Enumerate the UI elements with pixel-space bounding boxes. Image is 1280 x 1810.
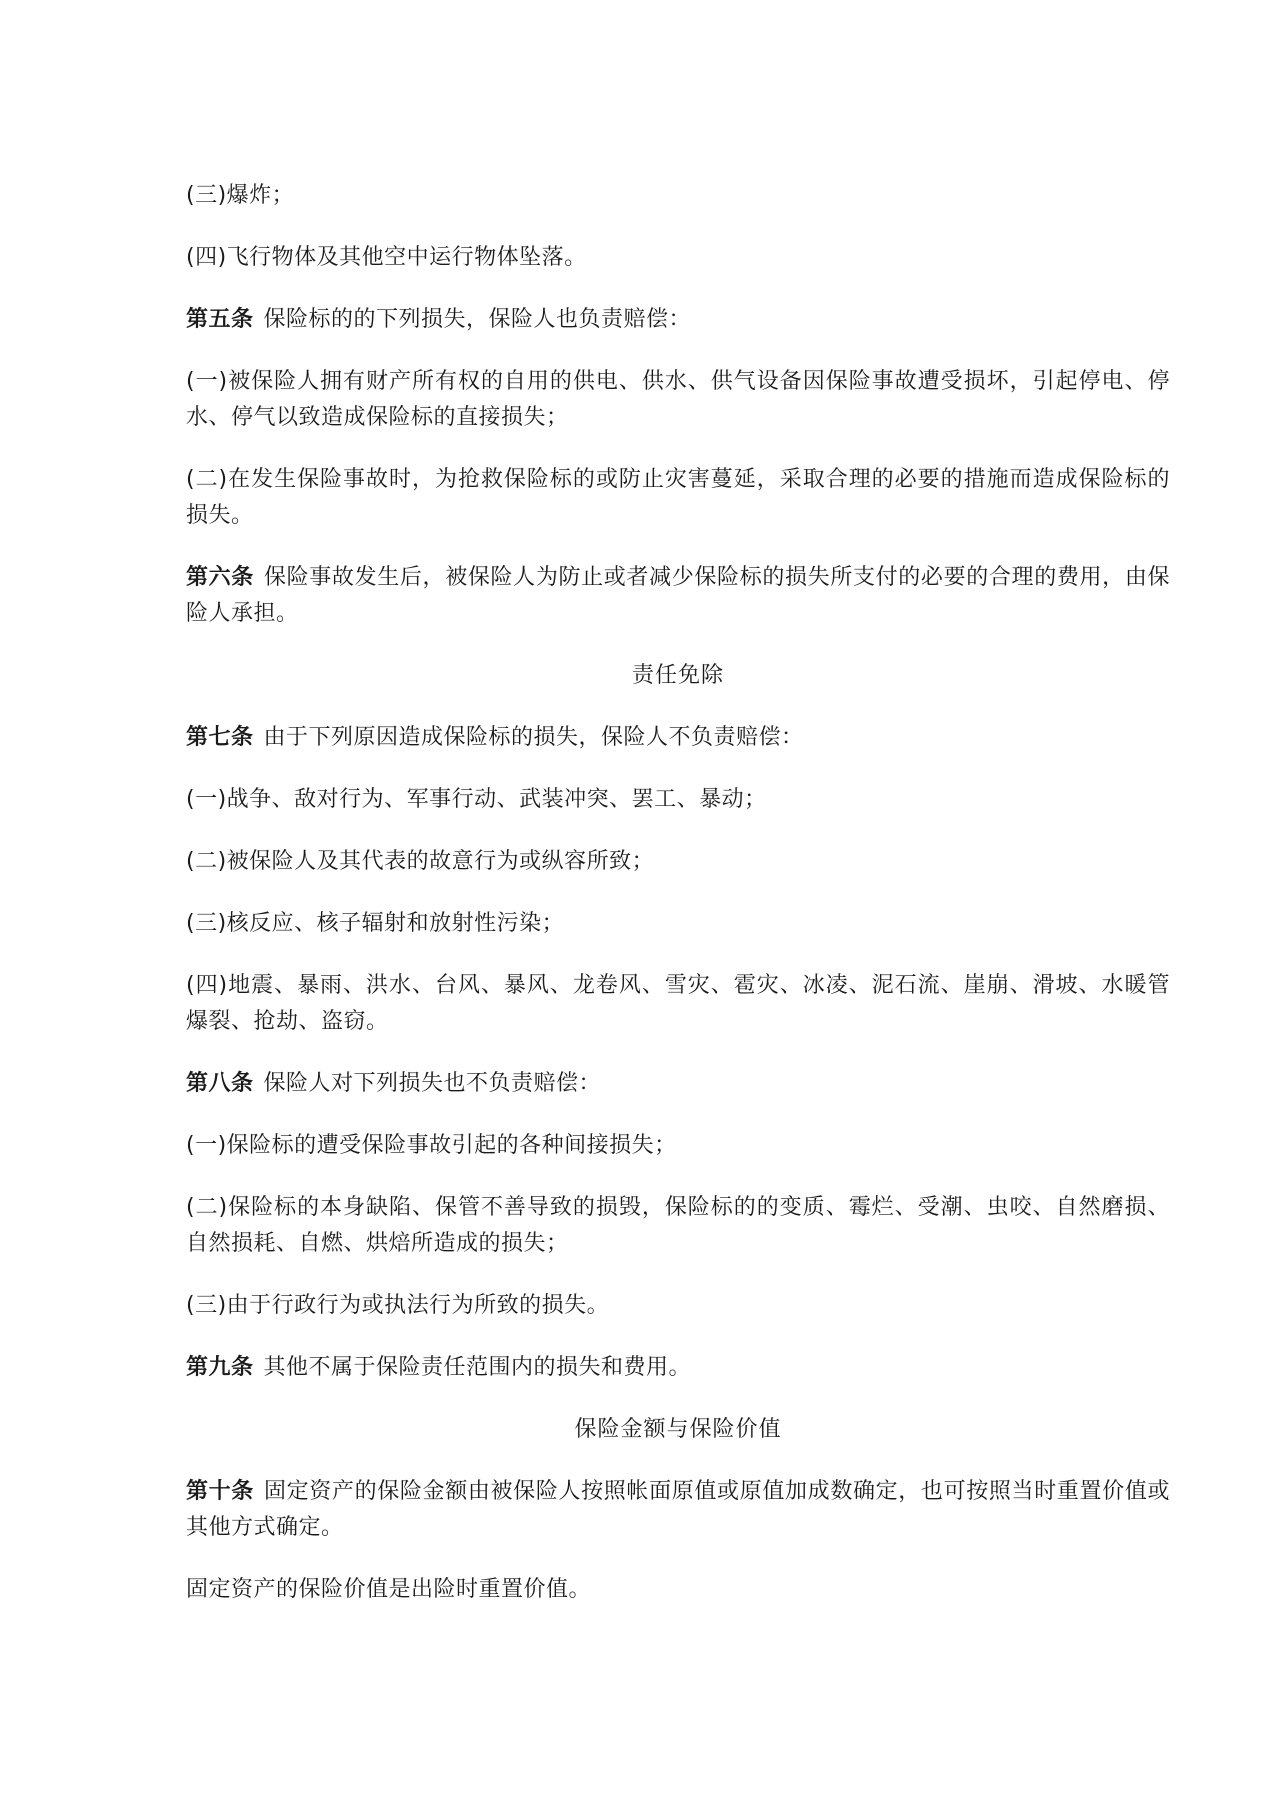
article-5-item-1: (一)被保险人拥有财产所有权的自用的供电、供水、供气设备因保险事故遭受损坏，引起停电、停水、停气以致造成保险标的直接损失； — [186, 369, 1170, 430]
article-label: 第七条 — [186, 725, 254, 750]
article-text: 其他不属于保险责任范围内的损失和费用。 — [263, 1355, 692, 1380]
document-body — [186, 178, 1170, 1634]
article-7 — [186, 720, 1170, 756]
article-7-item-2: (二)被保险人及其代表的故意行为或纵容所致； — [186, 849, 655, 874]
article-8 — [186, 1066, 1170, 1102]
article-7-item-4: (四)地震、暴雨、洪水、台风、暴风、龙卷风、雪灾、雹灾、冰凌、泥石流、崖崩、滑坡、水暖管爆裂、抢劫、盗窃。 — [186, 973, 1170, 1034]
article-text: 由于下列原因造成保险标的损失，保险人不负责赔偿： — [263, 725, 804, 750]
article-label: 第六条 — [186, 565, 254, 590]
clause-falling-objects: (四)飞行物体及其他空中运行物体坠落。 — [186, 245, 587, 270]
article-10 — [186, 1474, 1170, 1546]
article-label: 第五条 — [186, 307, 254, 332]
article-5-item-2: (二)在发生保险事故时，为抢救保险标的或防止灾害蔓延，采取合理的必要的措施而造成保险标的损失。 — [186, 467, 1170, 528]
section-heading-exclusions: 责任免除 — [631, 663, 724, 688]
article-9 — [186, 1350, 1170, 1386]
article-label: 第十条 — [186, 1479, 254, 1504]
article-6 — [186, 560, 1170, 632]
article-8-item-1: (一)保险标的遭受保险事故引起的各种间接损失； — [186, 1133, 677, 1158]
article-text: 保险标的的下列损失，保险人也负责赔偿： — [263, 307, 692, 332]
article-text: 固定资产的保险金额由被保险人按照帐面原值或原值加成数确定，也可按照当时重置价值或其他方式确定。 — [186, 1479, 1170, 1540]
article-7-item-3: (三)核反应、核子辐射和放射性污染； — [186, 911, 565, 936]
article-8-item-3: (三)由于行政行为或执法行为所致的损失。 — [186, 1293, 610, 1318]
article-label: 第八条 — [186, 1071, 254, 1096]
article-5 — [186, 302, 1170, 338]
article-10-insured-value: 固定资产的保险价值是出险时重置价值。 — [186, 1577, 592, 1602]
article-label: 第九条 — [186, 1355, 254, 1380]
article-8-item-2: (二)保险标的本身缺陷、保管不善导致的损毁，保险标的的变质、霉烂、受潮、虫咬、自然磨损、自然损耗、自燃、烘焙所造成的损失； — [186, 1195, 1170, 1256]
section-heading-insured-amount: 保险金额与保险价值 — [574, 1417, 782, 1442]
article-text: 保险人对下列损失也不负责赔偿： — [263, 1071, 602, 1096]
article-text: 保险事故发生后，被保险人为防止或者减少保险标的损失所支付的必要的合理的费用，由保险人承担。 — [186, 565, 1170, 626]
clause-explosion: (三)爆炸； — [186, 183, 295, 208]
article-7-item-1: (一)战争、敌对行为、军事行动、武装冲突、罢工、暴动； — [186, 787, 767, 812]
